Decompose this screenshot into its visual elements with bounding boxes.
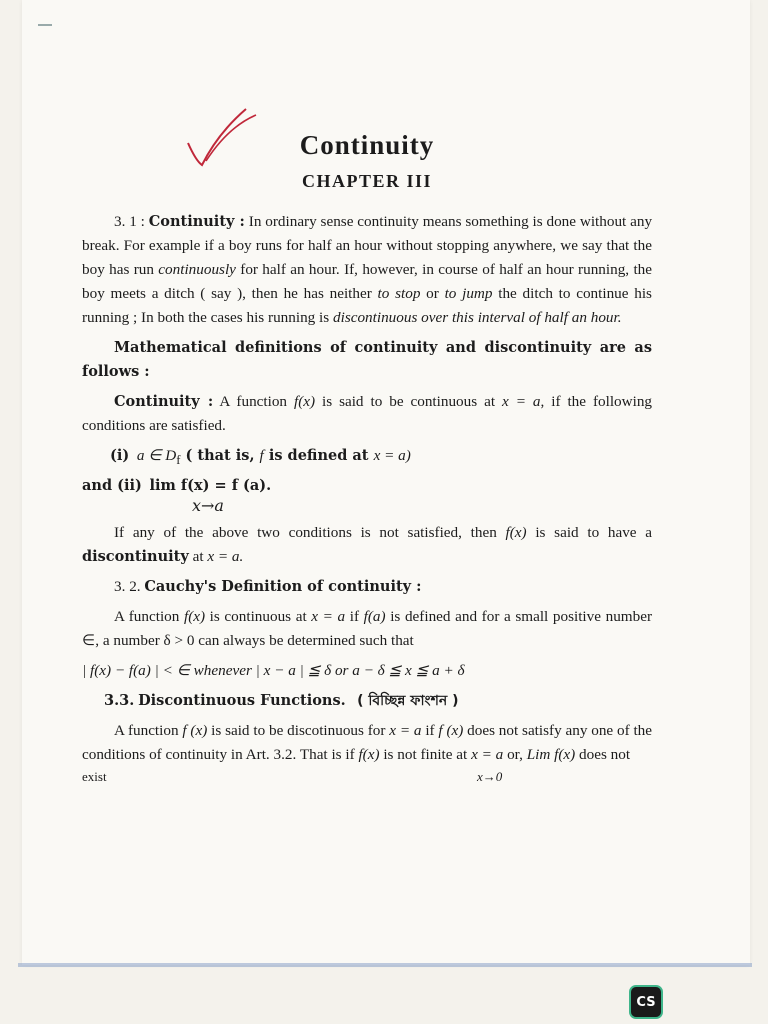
- body-text: does not satisfy any one of the conditions of continuity in Art. 3.2. That is if: [82, 722, 653, 764]
- bold-heading: Mathematical definitions of continuity and discontinuity are as follows :: [82, 339, 652, 380]
- section-3-3-paragraph: [82, 719, 652, 767]
- condition-label: (i): [110, 447, 130, 464]
- continuity-definition: [82, 390, 652, 438]
- continuity-heading: Continuity :: [114, 393, 214, 410]
- page-title: Continuity: [299, 130, 435, 160]
- document-page: [22, 0, 750, 965]
- body-text: is said to be continuous at: [315, 393, 503, 410]
- section-3-2-paragraph: [82, 605, 652, 653]
- limit-expression: lim f(x) = f (a).: [149, 477, 272, 495]
- math-text: x = a): [373, 447, 411, 464]
- exist-line: [82, 769, 652, 785]
- math-text: f (x): [182, 722, 208, 740]
- body-text: A function: [114, 608, 184, 626]
- math-text: x = a: [502, 393, 541, 410]
- bengali-heading: ( বিচ্ছিন্ন ফাংশন ): [357, 693, 459, 710]
- camscanner-logo-icon: CS: [629, 985, 663, 1019]
- section-number: 3. 1 :: [114, 213, 145, 230]
- math-text: x = a.: [207, 548, 244, 566]
- bold-text: ( that is,: [180, 447, 260, 464]
- section-number: 3. 2.: [114, 578, 141, 596]
- body-text: In ordinary sense continuity means something is done without any break. For example if a boy runs for half an hour without stopping anywhere, we say that the boy has run: [82, 213, 653, 278]
- math-inequality: | f(x) − f(a) | < ∈ whenever | x − a | ≦ δ or a − δ ≦ x ≦ a + δ: [82, 662, 465, 680]
- math-text: x = a: [311, 608, 346, 626]
- emphasis-text: continuously: [158, 261, 236, 278]
- body-text: is said to be discotinuous for: [207, 722, 390, 740]
- limit-subscript: x→0: [477, 769, 503, 785]
- body-text: is not finite at: [379, 746, 472, 764]
- math-text: Lim f(x): [526, 746, 576, 764]
- condition-ii: [82, 474, 652, 498]
- condition-label: and (ii): [82, 477, 142, 495]
- math-subscript: f: [176, 453, 181, 468]
- body-text: A function: [114, 722, 183, 740]
- math-text: f(x): [183, 608, 206, 626]
- body-text: is said to have a: [526, 524, 652, 542]
- section-3-2-heading: [82, 575, 652, 599]
- section-heading: Cauchy's Definition of continuity :: [144, 578, 422, 596]
- emphasis-text: to jump: [444, 285, 493, 302]
- math-text: x = a: [389, 722, 422, 740]
- corner-fold: [38, 24, 52, 32]
- math-text: f(a): [363, 608, 386, 626]
- body-text: if: [421, 722, 439, 740]
- body-text: or: [420, 285, 445, 302]
- emphasis-text: discontinuous over this interval of half an hour.: [333, 309, 622, 326]
- math-text: f(x): [293, 393, 316, 410]
- condition-i: [110, 444, 652, 472]
- body-text: If any of the above two conditions is not satisfied, then: [114, 524, 506, 542]
- body-text: at: [188, 548, 208, 566]
- body-text: , if the following conditions are satisfied.: [82, 393, 653, 434]
- body-text: is defined and for a small positive number ∈, a number δ > 0 can always be determined such that: [82, 608, 652, 650]
- body-text: is continuous at: [205, 608, 312, 626]
- section-heading: Continuity :: [148, 213, 245, 230]
- discontinuity-statement: [82, 521, 652, 569]
- section-3-3-heading: [104, 689, 652, 713]
- math-text: f: [259, 447, 264, 464]
- math-definitions-heading: [82, 336, 652, 384]
- cauchy-inequality: [82, 659, 652, 683]
- body-text: if: [345, 608, 364, 626]
- math-text: a ∈ D: [136, 447, 177, 464]
- section-heading: Discontinuous Functions.: [138, 692, 346, 710]
- section-number: 3.3.: [104, 692, 135, 710]
- math-text: f(x): [358, 746, 380, 764]
- math-text: f (x): [438, 722, 464, 740]
- limit-subscript: x→a: [192, 496, 224, 516]
- math-text: f(x): [505, 524, 527, 542]
- math-text: x = a: [471, 746, 504, 764]
- page-edge: [18, 963, 752, 967]
- section-3-1-paragraph: [82, 210, 652, 330]
- body-text: or,: [503, 746, 527, 764]
- bold-text: is defined at: [263, 447, 374, 464]
- body-text: the ditch to continue his running ; In both the cases his running is: [82, 285, 652, 326]
- body-text: does not: [575, 746, 631, 764]
- body-text: exist: [82, 769, 107, 785]
- chapter-heading: CHAPTER III: [301, 171, 433, 191]
- bold-text: discontinuity: [82, 548, 189, 566]
- body-text: A function: [213, 393, 294, 410]
- body-text: for half an hour. If, however, in course of half an hour running, the boy meets a ditch ( say ), then he has neither: [82, 261, 652, 302]
- page-content: [82, 120, 652, 791]
- emphasis-text: to stop: [377, 285, 421, 302]
